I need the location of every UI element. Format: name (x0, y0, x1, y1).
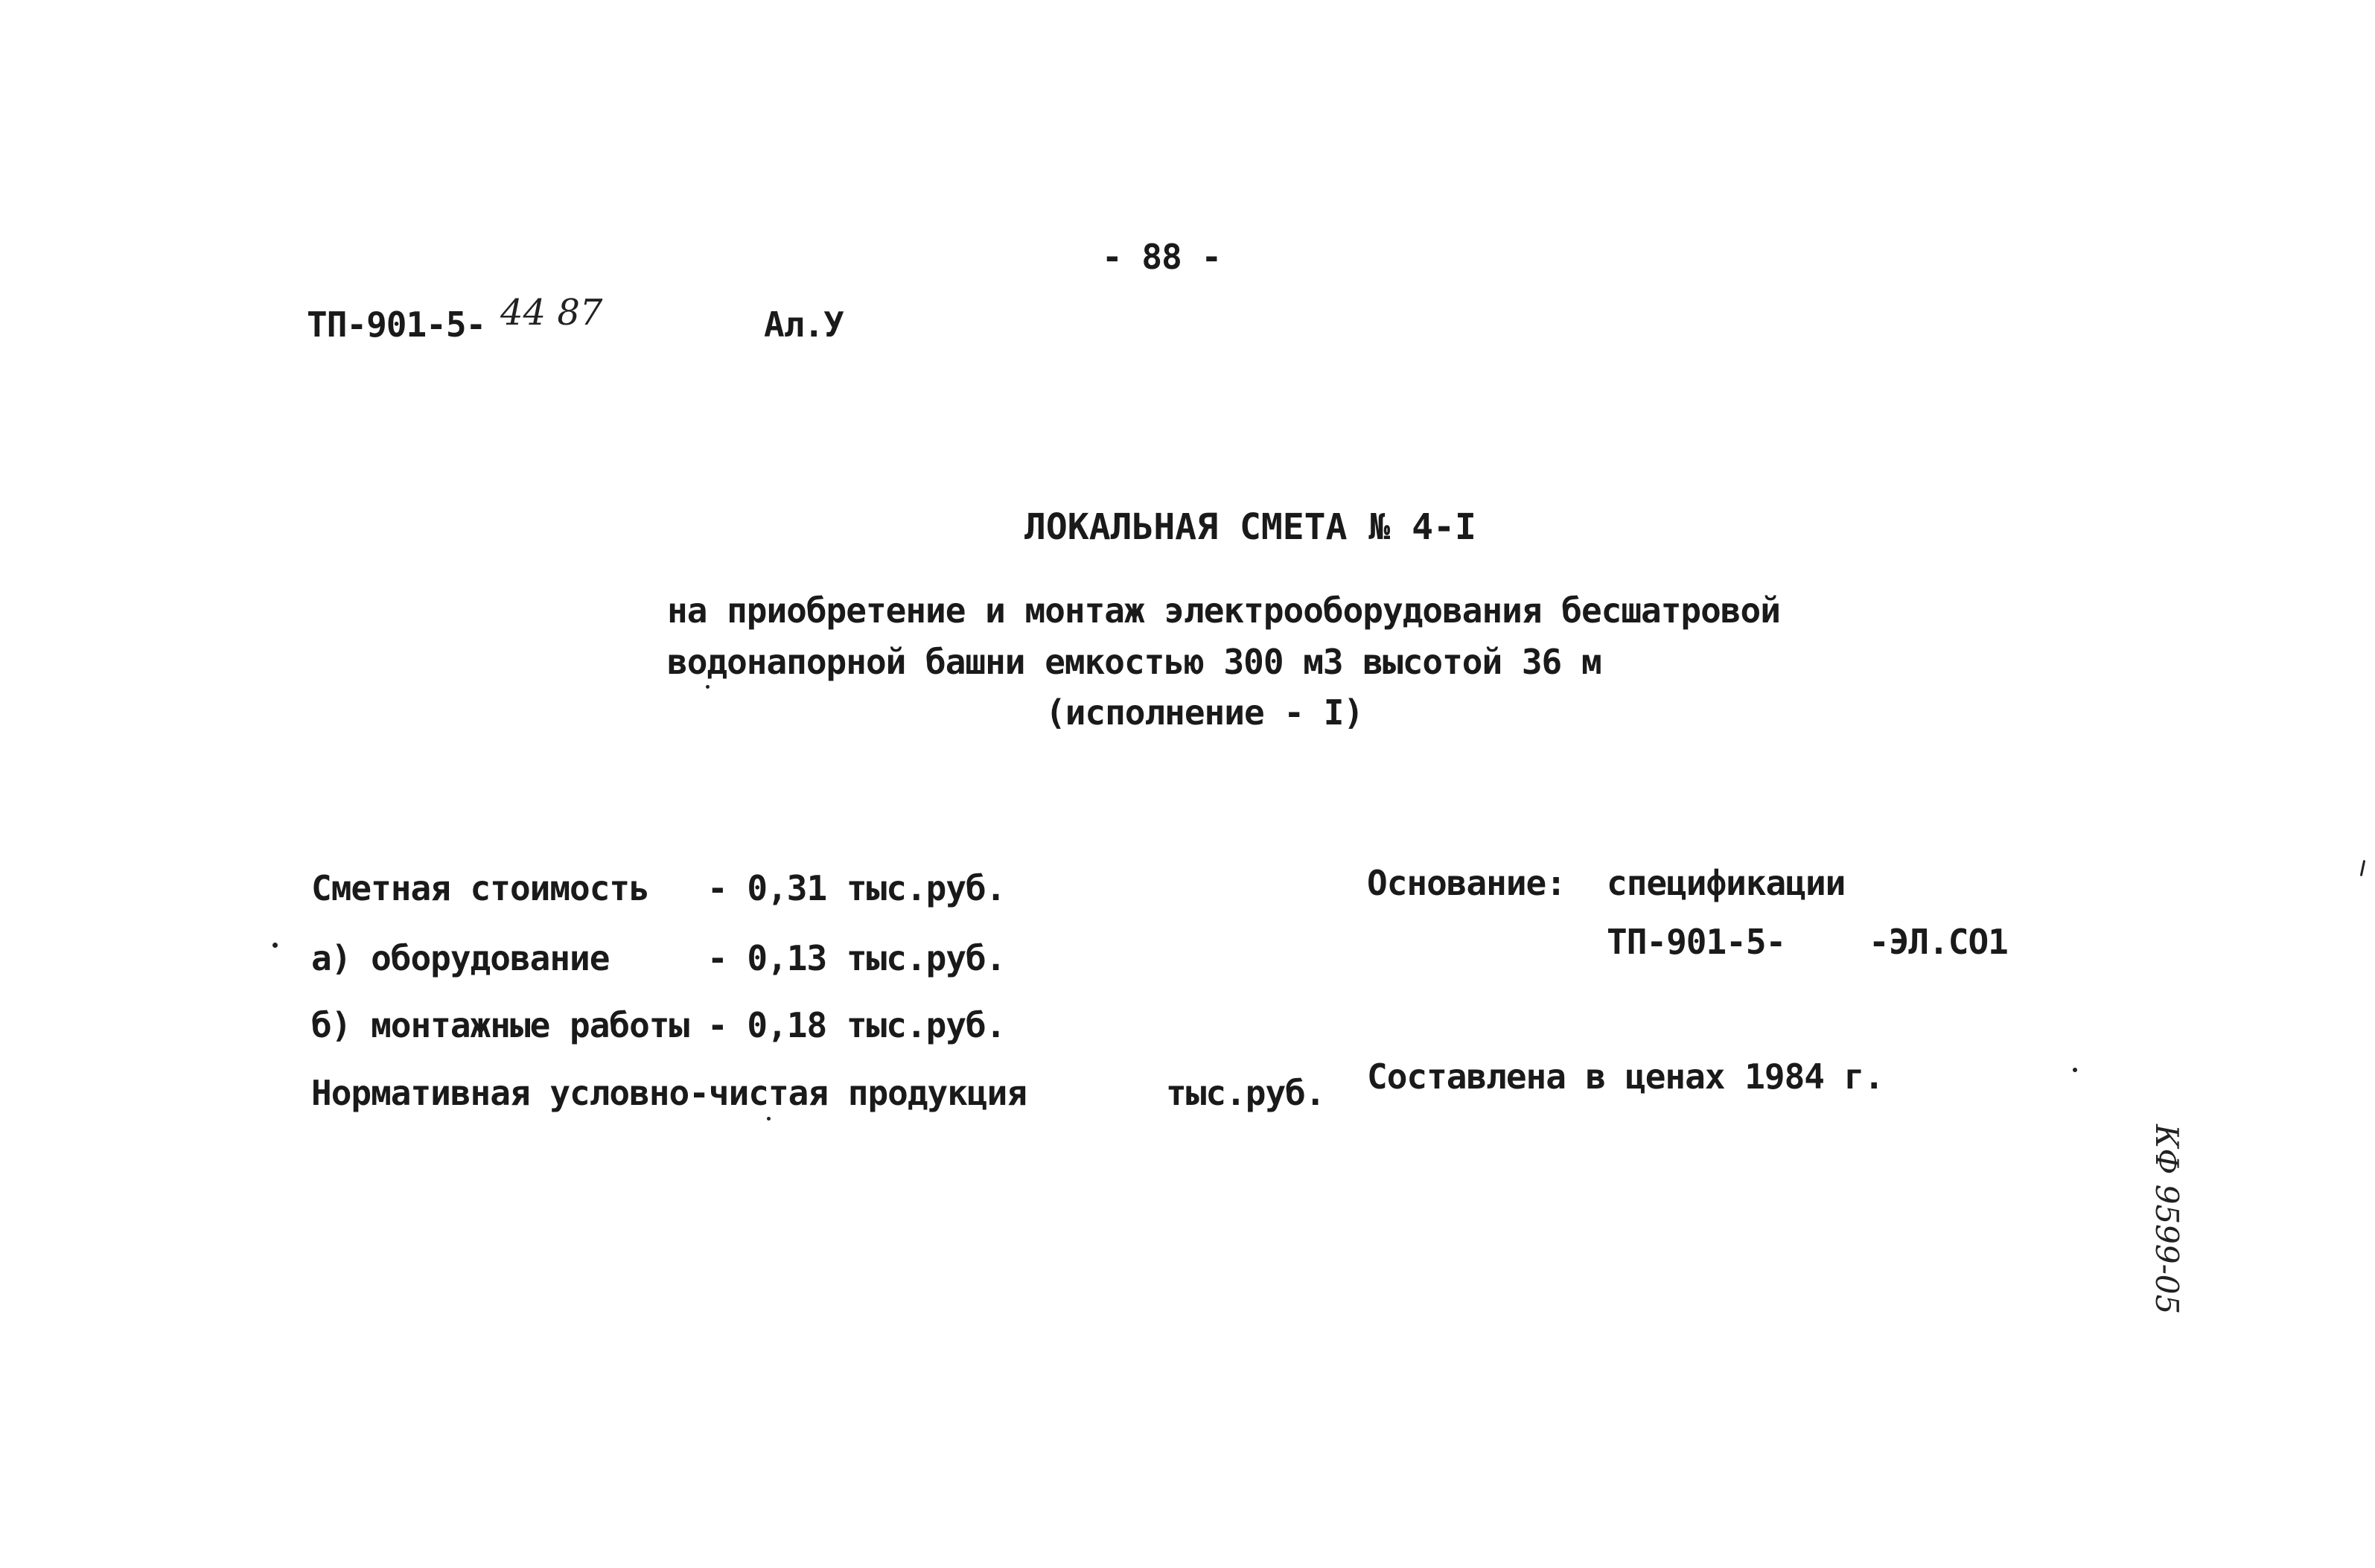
doc-code-handwritten: 44 87 (500, 292, 603, 334)
scan-speck (2360, 860, 2366, 876)
subtitle-line-2: водонапорной башни емкостью 300 м3 высотой 36 м (667, 642, 1601, 682)
basis-label: Основание: (1367, 863, 1566, 903)
total-cost-label: Сметная стоимость (311, 868, 649, 908)
basis-value: спецификации (1607, 863, 1846, 903)
album-label: Ал.У (764, 305, 844, 345)
scan-speck (2073, 1068, 2077, 1072)
scan-speck (706, 685, 710, 689)
normative-product-value: тыс.руб. (1166, 1073, 1325, 1113)
margin-stamp: КФ 9599-05 (2149, 1124, 2185, 1315)
document-title: ЛОКАЛЬНАЯ СМЕТА № 4-I (1024, 506, 1476, 548)
equipment-cost-value: - 0,13 тыс.руб. (707, 938, 1006, 978)
basis-doc-prefix: ТП-901-5- (1607, 922, 1786, 962)
equipment-cost-label: а) оборудование (311, 938, 610, 978)
installation-cost-value: - 0,18 тыс.руб. (707, 1005, 1006, 1045)
basis-doc-suffix: -ЭЛ.СО1 (1869, 922, 2008, 962)
subtitle-line-1: на приобретение и монтаж электрооборудования бесшатровой (667, 590, 1780, 631)
installation-cost-label: б) монтажные работы (311, 1005, 689, 1045)
scan-speck (767, 1117, 771, 1121)
prices-note: Составлена в ценах 1984 г. (1367, 1057, 1884, 1097)
page-number: - 88 - (1102, 237, 1222, 277)
scan-speck (272, 943, 278, 948)
normative-product-label: Нормативная условно-чистая продукция (311, 1073, 1027, 1113)
total-cost-value: - 0,31 тыс.руб. (707, 868, 1006, 908)
doc-code: ТП-901-5- (307, 305, 486, 345)
subtitle-line-3: (исполнение - I) (1045, 692, 1364, 733)
